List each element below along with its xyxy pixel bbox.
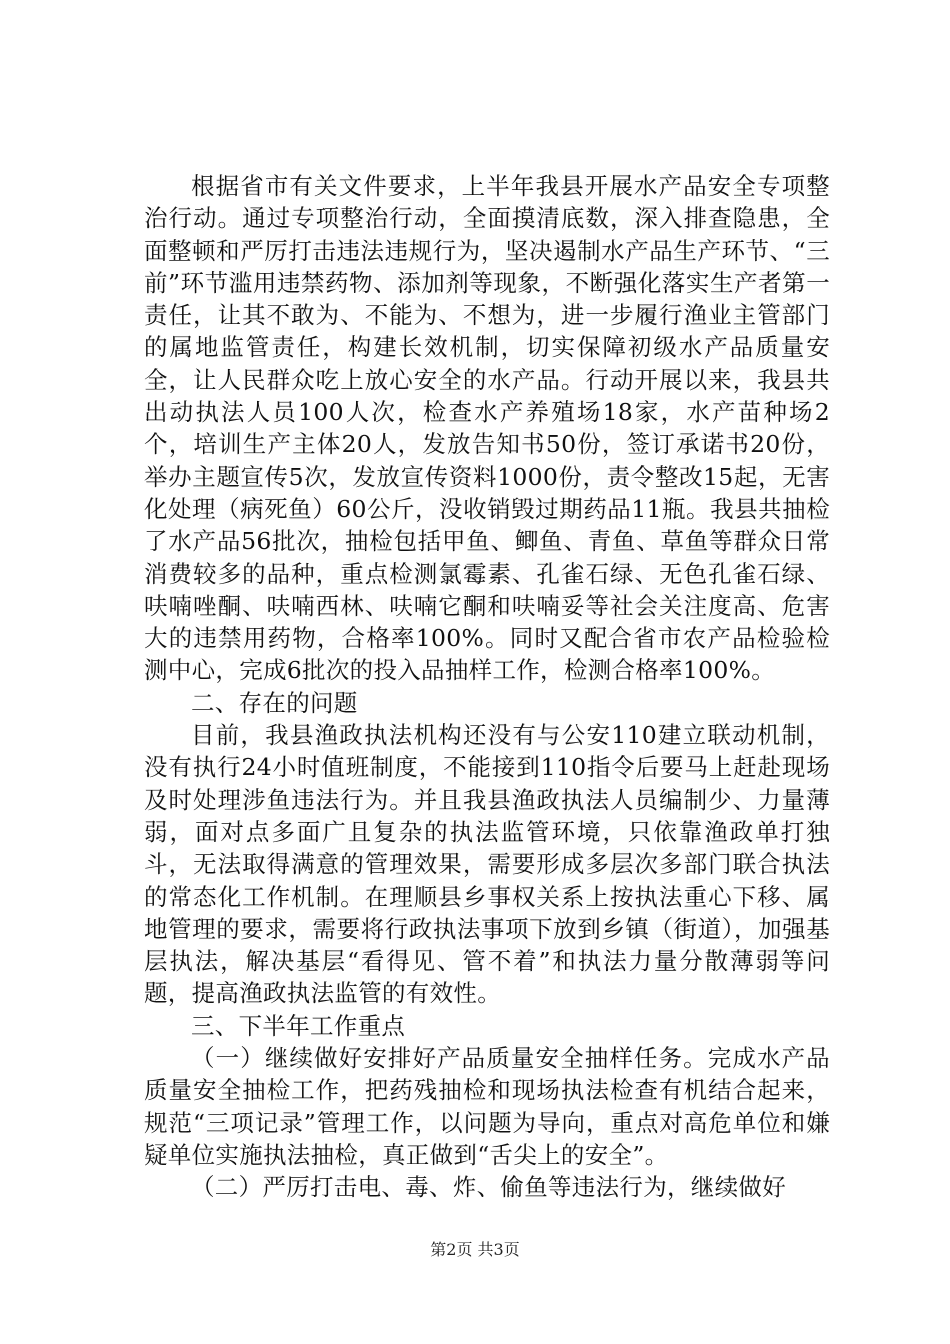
section-heading-problems: 二、存在的问题 — [191, 688, 358, 717]
section-heading-second-half-plan: 三、下半年工作重点 — [191, 1011, 406, 1040]
page-footer: 第2页 共3页 — [430, 1240, 520, 1259]
paragraph-plan-item-2: （二）严厉打击电、毒、炸、偷鱼等违法行为，继续做好 — [191, 1173, 786, 1202]
paragraph-problems: 目前，我县渔政执法机构还没有与公安110建立联动机制，没有执行24小时值班制度，不能接到110指令后要马上赶赴现场及时处理涉鱼违法行为。并且我县渔政执法人员编制少、力量薄弱，面对点多面广且复杂的执法监管环境，只依靠渔政单打独斗，无法取得满意的管理效果，需要形成多层次多部门联合执法的常态化工作机制。在理顺县乡事权关系上按执法重心下移、属地管理的要求，需要将行政执法事项下放到乡镇（街道），加强基层执法，解决基层“看得见、管不着”和执法力量分散薄弱等问题，提高渔政执法监管的有效性。 — [144, 721, 830, 1008]
document-body — [144, 170, 830, 1204]
paragraph-plan-item-1: （一）继续做好安排好产品质量安全抽样任务。完成水产品质量安全抽检工作，把药残抽检和现场执法检查有机结合起来，规范“三项记录”管理工作，以问题为导向，重点对高危单位和嫌疑单位实施执法抽检，真正做到“舌尖上的安全”。 — [144, 1044, 830, 1169]
paragraph-inspection-summary: 根据省市有关文件要求，上半年我县开展水产品安全专项整治行动。通过专项整治行动，全面摸清底数，深入排查隐患，全面整顿和严厉打击违法违规行为，坚决遏制水产品生产环节、“三前”环节滥用违禁药物、添加剂等现象，不断强化落实生产者第一责任，让其不敢为、不能为、不想为，进一步履行渔业主管部门的属地监管责任，构建长效机制，切实保障初级水产品质量安全，让人民群众吃上放心安全的水产品。行动开展以来，我县共出动执法人员100人次，检查水产养殖场18家，水产苗种场2个，培训生产主体20人，发放告知书50份，签订承诺书20份，举办主题宣传5次，发放宣传资料1000份，责令整改15起，无害化处理（病死鱼）60公斤，没收销毁过期药品11瓶。我县共抽检了水产品56批次，抽检包括甲鱼、鲫鱼、青鱼、草鱼等群众日常消费较多的品种，重点检测氯霉素、孔雀石绿、无色孔雀石绿、呋喃唑酮、呋喃西林、呋喃它酮和呋喃妥等社会关注度高、危害大的违禁用药物，合格率100%。同时又配合省市农产品检验检测中心，完成6批次的投入品抽样工作，检测合格率100%。 — [144, 172, 830, 685]
